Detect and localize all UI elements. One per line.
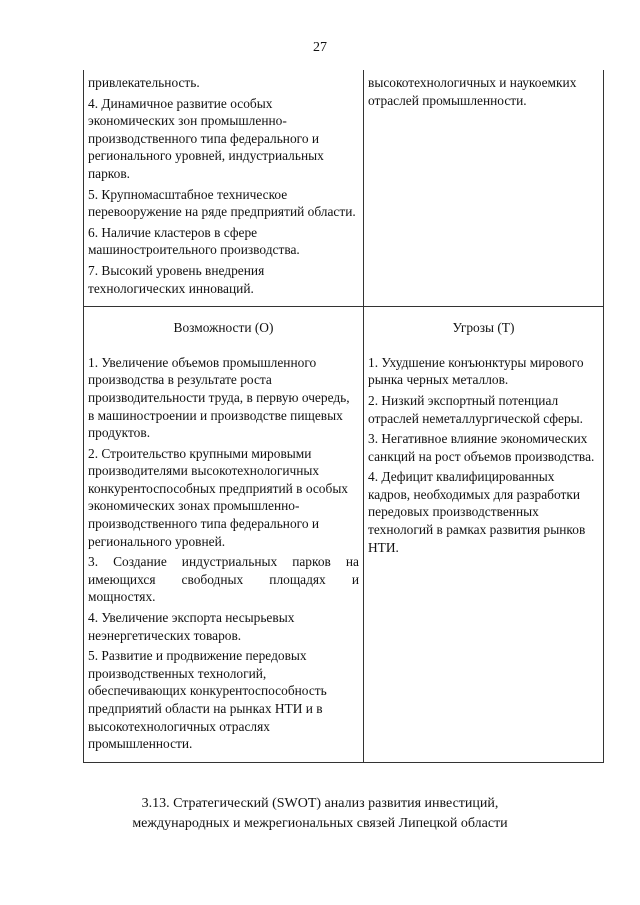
list-item: 6. Наличие кластеров в сфере машиностроительного производства. — [88, 224, 300, 258]
table-row — [84, 70, 604, 307]
list-item: 5. Развитие и продвижение передовых производственных технологий, обеспечивающих конкурентоспособность предприятий области на рынках НТИ и в высокотехнологичных отраслях промышленности. — [88, 648, 327, 752]
weaknesses-cell — [364, 70, 604, 307]
section-heading-line: международных и межрегиональных связей Липецкой области — [132, 816, 508, 831]
list-item: 2. Строительство крупными мировыми производителями высокотехнологичных конкурентоспособных предприятий в особых экономических зонах промышленно-производственного типа федерального и регионального уровней. — [88, 445, 349, 549]
threats-cell — [364, 307, 604, 763]
list-item: 5. Крупномасштабное техническое перевооружение на ряде предприятий области. — [88, 186, 356, 220]
list-item: 3. Негативное влияние экономических санкций на рост объемов производства. — [368, 431, 595, 464]
threats-heading: Угрозы (Т) — [452, 320, 515, 336]
list-item: 4. Динамичное развитие особых экономических зон промышленно-производственного типа федерального и регионального уровней, индустриальных парков. — [88, 95, 324, 181]
table-row — [84, 307, 604, 763]
list-item: 4. Увеличение экспорта несырьевых неэнергетических товаров. — [88, 610, 295, 643]
list-item: 7. Высокий уровень внедрения технологических инноваций. — [88, 262, 265, 296]
list-item: 3. Создание индустриальных парков на имеющихся свободных площадях и мощностях. — [88, 554, 359, 605]
opportunities-cell — [84, 307, 364, 763]
list-item: 1. Увеличение объемов промышленного производства в результате роста производительности труда, в первую очередь, в машиностроении и производстве пищевых продуктов. — [88, 354, 350, 441]
page-number: 27 — [313, 40, 327, 55]
list-item: 1. Ухудшение конъюнктуры мирового рынка черных металлов. — [368, 354, 584, 388]
opportunities-heading: Возможности (О) — [173, 320, 274, 336]
strengths-cell — [84, 70, 364, 307]
list-item: привлекательность. — [88, 75, 200, 90]
swot-table — [83, 70, 604, 763]
section-heading-line: 3.13. Стратегический (SWOT) анализ развития инвестиций, — [141, 796, 499, 811]
section-heading — [0, 794, 640, 834]
list-item: 2. Низкий экспортный потенциал отраслей неметаллургической сферы. — [368, 392, 584, 426]
list-item: высокотехнологичных и наукоемких отраслей промышленности. — [368, 75, 577, 108]
list-item: 4. Дефицит квалифицированных кадров, необходимых для разработки передовых производственных технологий в рамках развития рынков НТИ. — [368, 469, 586, 555]
